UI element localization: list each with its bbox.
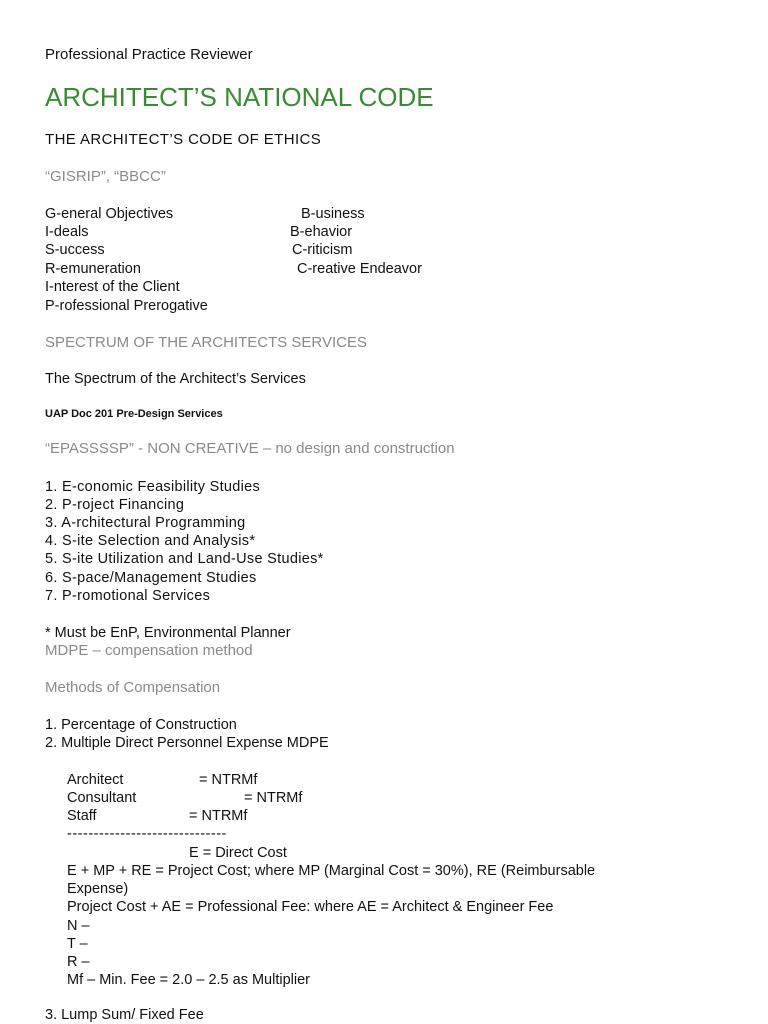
list-item: 1. Percentage of Construction [45, 717, 237, 733]
list-item: 5. S-ite Utilization and Land-Use Studies* [45, 551, 324, 567]
staff-value: = NTRMf [189, 808, 248, 824]
formula-divider: ------------------------------ [67, 826, 227, 842]
ethics-right-item: C-reative Endeavor [297, 261, 422, 277]
consultant-label: Consultant [67, 790, 137, 806]
professional-fee-line: Project Cost + AE = Professional Fee: where AE = Architect & Engineer Fee [67, 899, 554, 915]
enp-note: * Must be EnP, Environmental Planner [45, 625, 291, 641]
project-cost-line-cont: Expense) [67, 881, 129, 897]
consultant-value: = NTRMf [244, 790, 303, 806]
ethics-left-item: S-uccess [45, 242, 105, 258]
list-item: 3. A-rchitectural Programming [45, 515, 246, 531]
list-item: 2. Multiple Direct Personnel Expense MDPE [45, 735, 329, 751]
list-item: 4. S-ite Selection and Analysis* [45, 533, 256, 549]
ntrm-r: R – [67, 954, 90, 970]
page-title: ARCHITECT’S NATIONAL CODE [45, 82, 434, 112]
compensation-heading: Methods of Compensation [45, 679, 221, 696]
code-of-ethics-heading: THE ARCHITECT’S CODE OF ETHICS [45, 131, 322, 148]
ethics-left-item: R-emuneration [45, 261, 141, 277]
ethics-right-item: B-usiness [301, 206, 365, 222]
ethics-left-item: I-deals [45, 224, 89, 240]
ethics-left-item: G-eneral Objectives [45, 206, 174, 222]
list-item: 2. P-roject Financing [45, 497, 185, 513]
list-item: 7. P-romotional Services [45, 588, 211, 604]
project-cost-line: E + MP + RE = Project Cost; where MP (Marginal Cost = 30%), RE (Reimbursable [67, 863, 596, 879]
ntrm-n: N – [67, 918, 90, 934]
ethics-left-item: I-nterest of the Client [45, 279, 180, 295]
ethics-mnemonic: “GISRIP”, “BBCC” [45, 168, 166, 185]
ntrm-t: T – [67, 936, 88, 952]
architect-value: = NTRMf [199, 772, 258, 788]
staff-label: Staff [67, 808, 97, 824]
list-item: 6. S-pace/Management Studies [45, 570, 257, 586]
ethics-right-item: C-riticism [292, 242, 353, 258]
list-item: 3. Lump Sum/ Fixed Fee [45, 1007, 204, 1023]
spectrum-subheading: The Spectrum of the Architect’s Services [45, 371, 306, 387]
ethics-left-item: P-rofessional Prerogative [45, 298, 208, 314]
epassssp-mnemonic: “EPASSSSP” - NON CREATIVE – no design and construction [45, 440, 455, 457]
architect-label: Architect [67, 772, 124, 788]
list-item: 1. E-conomic Feasibility Studies [45, 479, 261, 495]
ethics-right-item: B-ehavior [290, 224, 353, 240]
mdpe-line: MDPE – compensation method [45, 642, 253, 659]
uap-doc-label: UAP Doc 201 Pre-Design Services [45, 408, 223, 420]
min-fee-line: Mf – Min. Fee = 2.0 – 2.5 as Multiplier [67, 972, 310, 988]
direct-cost: E = Direct Cost [189, 845, 287, 861]
header-text: Professional Practice Reviewer [45, 46, 253, 63]
spectrum-heading: SPECTRUM OF THE ARCHITECTS SERVICES [45, 334, 367, 351]
